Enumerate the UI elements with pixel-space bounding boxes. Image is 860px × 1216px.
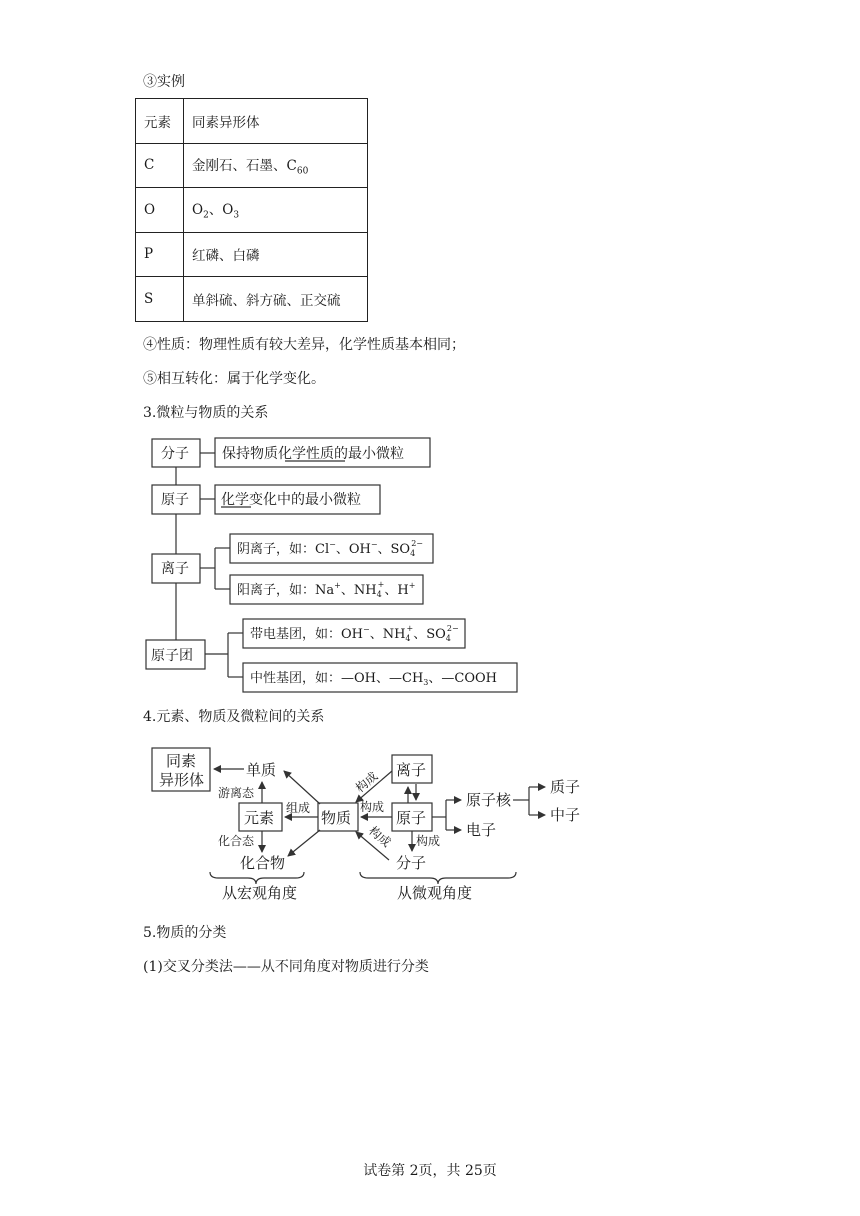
charged-group-description: 带电基团，如：OH−、$NH_4+$、$SO_42-$: [250, 624, 459, 643]
anion-description: 阴离子，如：Cl−、OH−、$SO_42-$: [237, 539, 423, 558]
allotrope-label-line1: 同素: [166, 752, 197, 770]
node-atom: 原子: [161, 492, 189, 508]
node-ion: 离子: [161, 561, 189, 577]
constitute-label-atom: 构成: [360, 800, 385, 814]
micro-perspective-label: 从微观角度: [397, 884, 473, 902]
node-proton: 质子: [550, 778, 581, 796]
table-cell: P: [136, 232, 184, 277]
node-neutron: 中子: [550, 806, 581, 824]
page-footer: 试卷第 2页，共 25页: [363, 1163, 497, 1179]
neutral-group-description: 中性基团，如：—OH、$—CH_3$、—COOH: [250, 671, 497, 687]
example-label: ③实例: [143, 74, 185, 90]
node-atomic-group: 原子团: [151, 648, 193, 664]
table-cell: S: [136, 277, 184, 322]
table-cell: C: [136, 143, 184, 188]
constitute-label-molecule-to-substance: 构成: [366, 823, 394, 850]
heading-classification: 5.物质的分类: [143, 925, 227, 941]
node-ion: 离子: [396, 761, 427, 779]
macro-perspective-label: 从宏观角度: [222, 884, 298, 902]
table-header-cell: 同素异形体: [184, 99, 368, 144]
table-cell: 金刚石、石墨、$C_{60}$: [184, 143, 368, 188]
node-element: 元素: [244, 809, 275, 827]
table-cell: 单斜硫、斜方硫、正交硫: [184, 277, 368, 322]
molecule-description: 保持物质化学性质的最小微粒: [222, 446, 404, 462]
constitute-label-ion: 构成: [352, 769, 381, 796]
combined-state-label: 化合态: [218, 834, 255, 848]
table-cell: 红磷、白磷: [184, 232, 368, 277]
compose-label: 组成: [286, 801, 311, 815]
cross-classification-line: (1)交叉分类法——从不同角度对物质进行分类: [143, 959, 429, 975]
node-electron: 电子: [466, 821, 497, 839]
atom-description: 化学变化中的最小微粒: [221, 492, 361, 508]
node-atom: 原子: [396, 809, 427, 827]
node-molecule: 分子: [161, 446, 189, 462]
property-line: ④性质：物理性质有较大差异，化学性质基本相同；: [143, 337, 465, 353]
node-substance: 物质: [321, 809, 352, 827]
table-cell: O: [136, 188, 184, 233]
node-molecule: 分子: [396, 854, 427, 872]
table-header-cell: 元素: [136, 99, 184, 144]
table-cell: $O_2$、$O_3$: [184, 188, 368, 233]
allotrope-label-line2: 异形体: [159, 771, 205, 789]
free-state-label: 游离态: [218, 786, 255, 800]
node-simple-substance: 单质: [246, 761, 277, 779]
cation-description: 阳离子，如：Na+、$NH_4+$、H+: [237, 580, 416, 599]
element-substance-particle-diagram: [0, 740, 860, 910]
conversion-line: ⑤相互转化：属于化学变化。: [143, 371, 325, 387]
heading-particles-substance: 3.微粒与物质的关系: [143, 405, 269, 421]
node-compound: 化合物: [240, 854, 286, 872]
heading-element-substance-particle: 4.元素、物质及微粒间的关系: [143, 709, 325, 725]
node-nucleus: 原子核: [466, 791, 512, 809]
constitute-label-molecule: 构成: [416, 834, 441, 848]
